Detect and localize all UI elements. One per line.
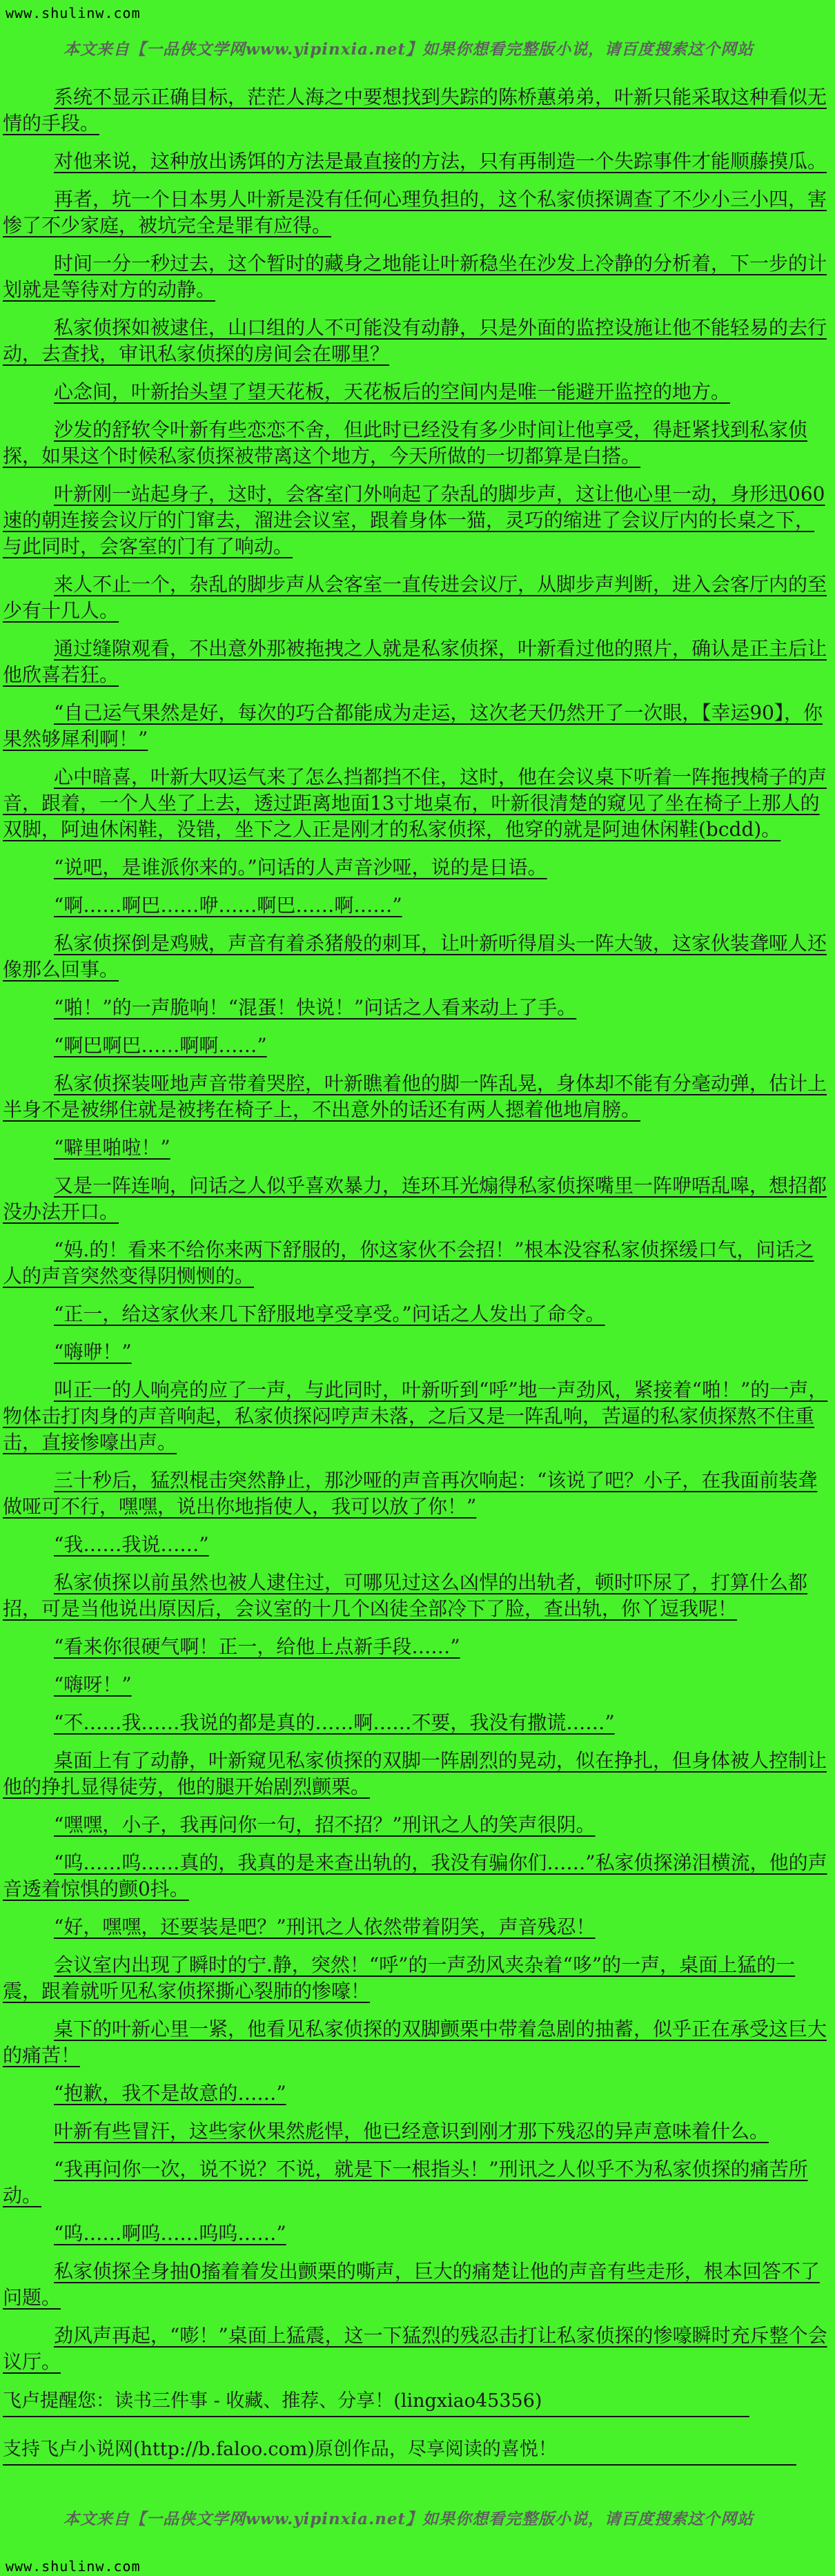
novel-paragraph: “妈.的！看来不给你来两下舒服的，你这家伙不会招！”根本没容私家侦探缓口气，问话之人的声音突然变得阴恻恻的。 — [3, 1238, 814, 1287]
novel-paragraph: 对他来说，这种放出诱饵的方法是最直接的方法，只有再制造一个失踪事件才能顺藤摸瓜。 — [54, 150, 827, 173]
novel-paragraph: “嗨呀！” — [54, 1673, 132, 1696]
novel-paragraph: 心中暗喜，叶新大叹运气来了怎么挡都挡不住，这时，他在会议桌下听着一阵拖拽椅子的声音，跟着，一个人坐了上去，透过距离地面13寸地桌布，叶新很清楚的窥见了坐在椅子上那人的双脚，阿迪休闲鞋，没错，坐下之人正是刚才的私家侦探，他穿的就是阿迪休闲鞋(bcdd)。 — [3, 765, 827, 841]
novel-paragraph: “自己运气果然是好，每次的巧合都能成为走运，这次老天仍然开了一次眼，【幸运90】，你果然够犀利啊！” — [3, 701, 823, 750]
source-site-notice-top: 本文来自【一品侠文学网www.yipinxia.net】如果你想看完整版小说，请百度搜索这个网站 — [63, 40, 754, 59]
novel-paragraph: 私家侦探装哑地声音带着哭腔，叶新瞧着他的脚一阵乱晃，身体却不能有分毫动弹，估计上半身不是被绑住就是被拷在椅子上，不出意外的话还有两人摁着他地肩膀。 — [3, 1072, 827, 1121]
novel-paragraph: “好，嘿嘿，还要装是吧？”刑讯之人依然带着阴笑，声音残忍！ — [54, 1915, 596, 1938]
novel-paragraph: 三十秒后，猛烈棍击突然静止，那沙哑的声音再次响起：“该说了吧？小子，在我面前装聋做哑可不行，嘿嘿，说出你地指使人，我可以放了你！” — [3, 1469, 818, 1518]
site-watermark-top: www.shulinw.com — [6, 5, 141, 21]
novel-paragraph: 系统不显示正确目标，茫茫人海之中要想找到失踪的陈桥蕙弟弟，叶新只能采取这种看似无情的手段。 — [3, 86, 827, 135]
novel-paragraph: 桌面上有了动静，叶新窥见私家侦探的双脚一阵剧烈的晃动，似在挣扎，但身体被人控制让他的挣扎显得徒劳，他的腿开始剧烈颤栗。 — [3, 1749, 827, 1798]
novel-chapter-text — [0, 84, 835, 2375]
novel-paragraph: “我再问你一次，说不说？不说，就是下一根指头！”刑讯之人似乎不为私家侦探的痛苦所动。 — [3, 2158, 808, 2207]
novel-paragraph: 再者，坑一个日本男人叶新是没有任何心理负担的，这个私家侦探调查了不少小三小四，害惨了不少家庭，被坑完全是罪有应得。 — [3, 188, 827, 237]
novel-paragraph: “不……我……我说的都是真的……啊……不要，我没有撒谎……” — [54, 1711, 615, 1734]
novel-paragraph: “噼里啪啦！” — [54, 1136, 170, 1159]
faloo-support-text: 支持飞卢小说网(http://b.faloo.com)原创作品，尽享阅读的喜悦！ — [3, 2438, 796, 2466]
novel-paragraph: 叫正一的人响亮的应了一声，与此同时，叶新听到“呼”地一声劲风，紧接着“啪！”的一声，物体击打肉身的声音响起，私家侦探闷哼声未落，之后又是一阵乱响，苦逼的私家侦探熬不住重击，直接惨嚎出声。 — [3, 1378, 828, 1454]
novel-paragraph: 私家侦探倒是鸡贼，声音有着杀猪般的刺耳，让叶新听得眉头一阵大皱，这家伙装聋哑人还像那么回事。 — [3, 932, 827, 981]
novel-paragraph: 来人不止一个，杂乱的脚步声从会客室一直传进会议厅，从脚步声判断，进入会客厅内的至少有十几人。 — [3, 573, 827, 622]
novel-paragraph: “啊巴啊巴……啊啊……” — [54, 1034, 267, 1057]
novel-paragraph: 沙发的舒软令叶新有些恋恋不舍，但此时已经没有多少时间让他享受，得赶紧找到私家侦探，如果这个时候私家侦探被带离这个地方，今天所做的一切都算是白搭。 — [3, 418, 808, 467]
novel-paragraph: “呜……呜……真的，我真的是来查出轨的，我没有骗你们……”私家侦探涕泪横流，他的声音透着惊惧的颤0抖。 — [3, 1851, 827, 1900]
novel-paragraph: “看来你很硬气啊！正一，给他上点新手段……” — [54, 1635, 460, 1658]
source-site-notice-bottom: 本文来自【一品侠文学网www.yipinxia.net】如果你想看完整版小说，请百度搜索这个网站 — [63, 2510, 754, 2528]
novel-paragraph: 通过缝隙观看，不出意外那被拖拽之人就是私家侦探，叶新看过他的照片，确认是正主后让他欣喜若狂。 — [3, 637, 827, 686]
novel-paragraph: “抱歉，我不是故意的……” — [54, 2082, 286, 2105]
novel-paragraph: 又是一阵连响，问话之人似乎喜欢暴力，连环耳光煽得私家侦探嘴里一阵咿唔乱嗥，想招都没办法开口。 — [3, 1174, 827, 1223]
novel-paragraph: “说吧，是谁派你来的。”问话的人声音沙哑，说的是日语。 — [54, 856, 547, 879]
novel-paragraph: 叶新有些冒汗，这些家伙果然彪悍，他已经意识到刚才那下残忍的异声意味着什么。 — [54, 2120, 769, 2143]
novel-paragraph: “正一，给这家伙来几下舒服地享受享受。”问话之人发出了命令。 — [54, 1302, 605, 1325]
novel-paragraph: “呜……啊呜……呜呜……” — [54, 2222, 286, 2245]
novel-paragraph: 私家侦探如被逮住，山口组的人不可能没有动静，只是外面的监控设施让他不能轻易的去行动，去查找，审讯私家侦探的房间会在哪里？ — [3, 316, 827, 365]
novel-paragraph: “嘿嘿，小子，我再问你一句，招不招？”刑讯之人的笑声很阴。 — [54, 1813, 596, 1836]
novel-paragraph: “啪！”的一声脆响！“混蛋！快说！”问话之人看来动上了手。 — [54, 996, 577, 1019]
novel-paragraph: “嗨咿！” — [54, 1340, 132, 1363]
novel-paragraph: 会议室内出现了瞬时的宁.静，突然！“呼”的一声劲风夹杂着“哆”的一声，桌面上猛的一震，跟着就听见私家侦探撕心裂肺的惨嚎！ — [3, 1953, 796, 2002]
novel-paragraph: 私家侦探全身抽0搐着着发出颤栗的嘶声，巨大的痛楚让他的声音有些走形，根本回答不了问题。 — [3, 2260, 820, 2309]
faloo-support-line — [3, 2438, 835, 2472]
novel-paragraph: 心念间，叶新抬头望了望天花板，天花板后的空间内是唯一能避开监控的地方。 — [54, 380, 731, 403]
novel-paragraph: 叶新刚一站起身子，这时，会客室门外响起了杂乱的脚步声，这让他心里一动，身形迅060速的朝连接会议厅的门窜去，溜进会议室，跟着身体一猫，灵巧的缩进了会议厅内的长桌之下，与此同时，会客室的门有了响动。 — [3, 482, 825, 558]
novel-paragraph: “啊……啊巴……咿……啊巴……啊……” — [54, 894, 402, 917]
site-watermark-bottom: www.shulinw.com — [6, 2558, 141, 2575]
faloo-reminder-line — [3, 2390, 835, 2423]
novel-paragraph: 桌下的叶新心里一紧，他看见私家侦探的双脚颤栗中带着急剧的抽蓄，似乎正在承受这巨大的痛苦！ — [3, 2018, 827, 2067]
faloo-reminder-text: 飞卢提醒您：读书三件事 - 收藏、推荐、分享！(lingxiao45356) — [3, 2390, 749, 2417]
novel-paragraph: “我……我说……” — [54, 1533, 209, 1556]
novel-paragraph: 劲风声再起，“嘭！”桌面上猛震，这一下猛烈的残忍击打让私家侦探的惨嚎瞬时充斥整个会议厅。 — [3, 2324, 827, 2373]
novel-paragraph: 私家侦探以前虽然也被人逮住过，可哪见过这么凶悍的出轨者，顿时吓尿了，打算什么都招，可是当他说出原因后，会议室的十几个凶徒全部冷下了脸，查出轨，你丫逗我呢！ — [3, 1571, 808, 1620]
novel-paragraph: 时间一分一秒过去，这个暂时的藏身之地能让叶新稳坐在沙发上冷静的分析着，下一步的计划就是等待对方的动静。 — [3, 252, 827, 301]
